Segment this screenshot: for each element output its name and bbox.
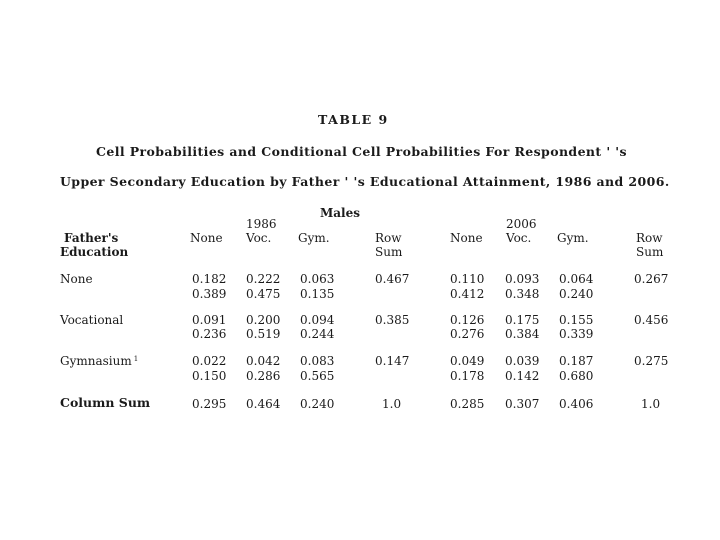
header-none-1986: None bbox=[190, 231, 223, 245]
cell: 0.565 bbox=[300, 369, 335, 383]
cell: 0.464 bbox=[246, 397, 281, 411]
cell: 0.094 bbox=[300, 313, 335, 327]
cell: 0.022 bbox=[192, 354, 227, 368]
header-row-2006: Row bbox=[636, 231, 663, 245]
cell: 0.240 bbox=[300, 397, 335, 411]
header-education: Education bbox=[60, 245, 129, 259]
row-label-none: None bbox=[60, 272, 93, 286]
cell: 0.178 bbox=[450, 369, 485, 383]
caption-line-1: Cell Probabilities and Conditional Cell Probabilities For Respondent ' 's bbox=[96, 144, 627, 159]
cell: 0.200 bbox=[246, 313, 281, 327]
cell: 0.147 bbox=[375, 354, 410, 368]
cell: 0.389 bbox=[192, 287, 227, 301]
cell: 0.091 bbox=[192, 313, 227, 327]
cell: 0.307 bbox=[505, 397, 540, 411]
row-label-vocational: Vocational bbox=[60, 313, 124, 327]
cell: 0.240 bbox=[559, 287, 594, 301]
row-label-gymnasium bbox=[60, 354, 138, 368]
cell: 0.467 bbox=[375, 272, 410, 286]
cell: 0.187 bbox=[559, 354, 594, 368]
cell: 0.412 bbox=[450, 287, 485, 301]
cell: 0.182 bbox=[192, 272, 227, 286]
cell: 0.222 bbox=[246, 272, 281, 286]
cell: 0.175 bbox=[505, 313, 540, 327]
cell: 0.267 bbox=[634, 272, 669, 286]
cell: 0.385 bbox=[375, 313, 410, 327]
cell: 0.406 bbox=[559, 397, 594, 411]
header-gym-2006: Gym. bbox=[557, 231, 589, 245]
cell: 0.039 bbox=[505, 354, 540, 368]
cell: 0.680 bbox=[559, 369, 594, 383]
column-sum-label: Column Sum bbox=[60, 395, 151, 410]
cell: 0.093 bbox=[505, 272, 540, 286]
footnote-marker: 1 bbox=[133, 355, 139, 363]
header-sum-1986: Sum bbox=[375, 245, 403, 259]
cell: 0.150 bbox=[192, 369, 227, 383]
header-sum-2006: Sum bbox=[636, 245, 664, 259]
year-1986: 1986 bbox=[246, 217, 277, 231]
cell: 0.295 bbox=[192, 397, 227, 411]
cell: 1.0 bbox=[641, 397, 661, 411]
cell: 0.275 bbox=[634, 354, 669, 368]
cell: 0.456 bbox=[634, 313, 669, 327]
cell: 0.348 bbox=[505, 287, 540, 301]
cell: 0.042 bbox=[246, 354, 281, 368]
cell: 0.064 bbox=[559, 272, 594, 286]
cell: 0.286 bbox=[246, 369, 281, 383]
cell: 0.126 bbox=[450, 313, 485, 327]
cell: 0.135 bbox=[300, 287, 335, 301]
header-row-1986: Row bbox=[375, 231, 402, 245]
header-voc-2006: Voc. bbox=[506, 231, 532, 245]
cell: 0.519 bbox=[246, 327, 281, 341]
cell: 0.339 bbox=[559, 327, 594, 341]
header-none-2006: None bbox=[450, 231, 483, 245]
year-2006: 2006 bbox=[506, 217, 537, 231]
cell: 0.384 bbox=[505, 327, 540, 341]
cell: 0.049 bbox=[450, 354, 485, 368]
cell: 0.063 bbox=[300, 272, 335, 286]
cell: 0.475 bbox=[246, 287, 281, 301]
header-gym-1986: Gym. bbox=[298, 231, 330, 245]
row-label-text: Gymnasium bbox=[60, 354, 132, 368]
header-fathers: Father's bbox=[64, 231, 119, 245]
caption-line-2: Upper Secondary Education by Father ' 's Educational Attainment, 1986 and 2006. bbox=[60, 174, 670, 189]
header-voc-1986: Voc. bbox=[246, 231, 272, 245]
cell: 0.110 bbox=[450, 272, 485, 286]
table-title: TABLE 9 bbox=[318, 112, 389, 127]
cell: 0.155 bbox=[559, 313, 594, 327]
cell: 0.083 bbox=[300, 354, 335, 368]
cell: 0.285 bbox=[450, 397, 485, 411]
cell: 0.276 bbox=[450, 327, 485, 341]
cell: 0.236 bbox=[192, 327, 227, 341]
group-label: Males bbox=[320, 206, 361, 220]
cell: 1.0 bbox=[382, 397, 402, 411]
cell: 0.142 bbox=[505, 369, 540, 383]
cell: 0.244 bbox=[300, 327, 335, 341]
